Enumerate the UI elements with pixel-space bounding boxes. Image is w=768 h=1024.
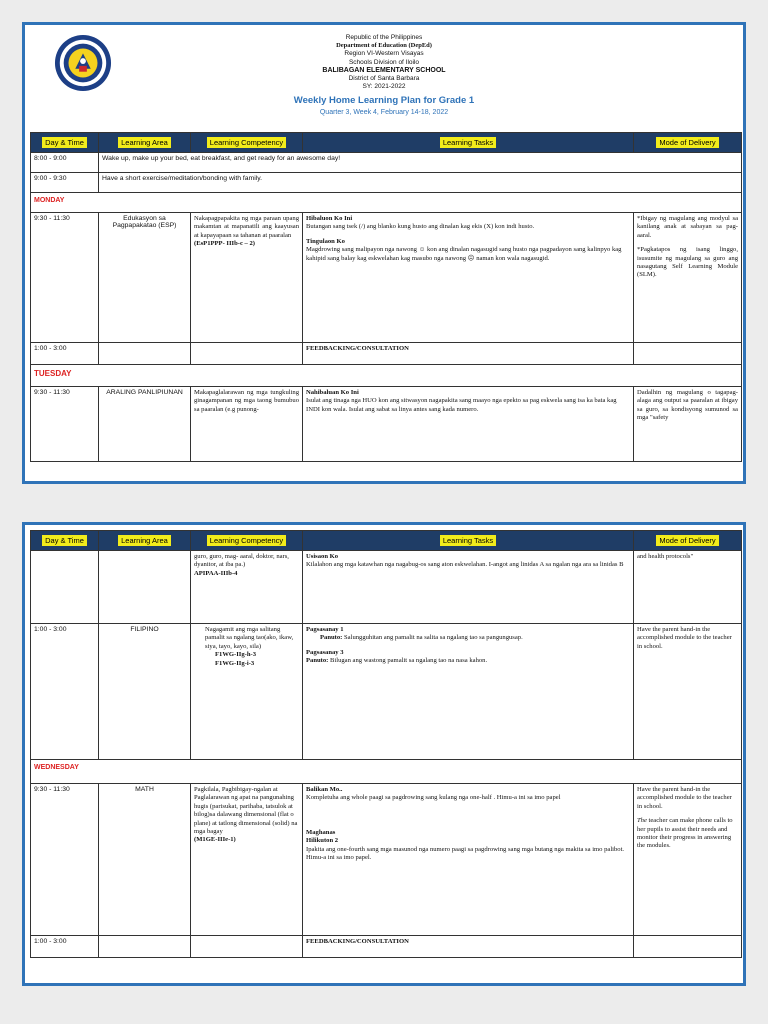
task-title: Pagsasanay 1	[306, 626, 344, 633]
plan-title: Weekly Home Learning Plan for Grade 1	[293, 95, 475, 107]
competency-cell	[191, 624, 303, 760]
page-2	[22, 522, 746, 986]
tasks-cell	[303, 551, 634, 624]
learning-plan-table	[30, 530, 742, 958]
competency-code: (EsP1PPP- IIIb-c – 2)	[194, 240, 255, 248]
tasks-cell	[303, 784, 634, 936]
school-name: BALIBAGAN ELEMENTARY SCHOOL	[322, 66, 446, 74]
school-year: SY: 2021-2022	[362, 83, 406, 91]
task-text: Kilalahon ang mga katawhan nga nagabug-os sang aton eskwelahan. I-angot ang linidas A sa ngalan nga ara sa linidas B	[306, 561, 624, 569]
header-line-2: Department of Education (DepEd)	[336, 42, 432, 50]
day-row-tuesday	[31, 365, 742, 387]
day-label: MONDAY	[31, 193, 742, 213]
time-cell: 1:00 - 3:00	[31, 343, 99, 365]
header-line-1: Republic of the Philippines	[345, 34, 423, 41]
delivery-emphasis: The	[637, 817, 647, 825]
table-row	[31, 173, 742, 193]
task-title: Nahibaluan Ko Ini	[306, 389, 359, 396]
time-cell: 9:30 - 11:30	[31, 213, 99, 343]
col-header-learning-area: Learning Area	[118, 137, 171, 148]
competency-cell	[191, 784, 303, 936]
delivery-cell: Dadalhin ng magulang o tagapag-alaga ang output sa paaralan at ibigay sa guro, sa kondisyong sumunod sa mga "safety	[634, 387, 742, 462]
tasks-cell	[303, 387, 634, 462]
learning-area-cell: ARALING PANLIPIUNAN	[99, 387, 191, 462]
table-row	[31, 784, 742, 936]
empty-cell	[634, 343, 742, 365]
task-title: Tingulaon Ko	[306, 237, 345, 245]
delivery-cell	[634, 213, 742, 343]
task-text: Butangan sang tsek (/) ang blanko kung husto ang dinalan kag ekis (X) kon indi husto.	[306, 223, 535, 231]
delivery-text: *Ibigay ng magulang ang modyul sa kanilang anak at sabayan sa pag-aaral.	[637, 215, 738, 239]
task-text: Isulat ang tinaga nga HUO kon ang sitwasyon nagapakita sang maayo nga epekto sa pag eskwela sang isa ka bata kag INDI kon wala. Isulat ang sabat sa linya antes sang kada numero.	[306, 397, 617, 413]
col-header-learning-tasks: Learning Tasks	[440, 137, 496, 148]
feedback-cell: FEEDBACKING/CONSULTATION	[303, 936, 634, 958]
empty-cell	[634, 936, 742, 958]
table-row	[31, 213, 742, 343]
task-title: Pagsasanay 3	[306, 648, 344, 656]
learning-area-cell: MATH	[99, 784, 191, 936]
page-1	[22, 22, 746, 484]
table-header-row	[31, 531, 742, 551]
delivery-cell: and health protocols"	[634, 551, 742, 624]
delivery-text: *Pagkatapos ng isang linggo, isusumite ng magulang sa guro ang nasagutang Self Learning Module (SLM).	[637, 246, 738, 279]
empty-cell	[99, 551, 191, 624]
table-row	[31, 551, 742, 624]
task-title: Maghanas	[306, 828, 336, 836]
competency-code: F1WG-IIg-h-3	[215, 651, 257, 659]
activity-cell: Have a short exercise/meditation/bonding with family.	[99, 173, 742, 193]
competency-cell	[191, 551, 303, 624]
delivery-cell	[634, 784, 742, 936]
col-header-learning-competency: Learning Competency	[207, 535, 286, 546]
activity-cell: Wake up, make up your bed, eat breakfast, and get ready for an awesome day!	[99, 153, 742, 173]
delivery-text: teacher can make phone calls to her pupils to assist their needs and monitor their progress in answering the modules.	[637, 817, 733, 850]
feedback-cell: FEEDBACKING/CONSULTATION	[303, 343, 634, 365]
header-line-3: Region VI-Western Visayas	[344, 50, 424, 58]
time-cell: 9:30 - 11:30	[31, 387, 99, 462]
task-text: Magdrowing sang malipayon nga nawong ☺ kon ang dinalan nagasugid sang husto nga pagpadayon sang kalinpyo kag kahipid sang balay kag eskwelahan kag masubo nga nawong ☹ naman kon wala nagasugid.	[306, 246, 622, 262]
time-cell: 9:00 - 9:30	[31, 173, 99, 193]
table-row	[31, 387, 742, 462]
learning-area-cell: FILIPINO	[99, 624, 191, 760]
instruction-label: Panuto:	[320, 634, 343, 642]
time-cell: 1:00 - 3:00	[31, 936, 99, 958]
deped-seal-icon	[54, 34, 112, 92]
delivery-text: Have the parent hand-in the accomplished module to the teacher in school.	[637, 786, 732, 810]
delivery-cell: Have the parent hand-in the accomplished module to the teacher in school.	[634, 624, 742, 760]
competency-cell: Makapaglalarawan ng mga tungkuling ginagampanan ng mga taong bumubuo sa paaralan (e.g punong-	[191, 387, 303, 462]
empty-cell	[191, 343, 303, 365]
tasks-cell	[303, 213, 634, 343]
task-title: Hibaluon Ko Ini	[306, 215, 353, 222]
document-header	[30, 30, 738, 132]
table-row	[31, 343, 742, 365]
empty-cell	[191, 936, 303, 958]
learning-plan-table	[30, 132, 742, 462]
time-cell: 9:30 - 11:30	[31, 784, 99, 936]
col-header-mode-of-delivery: Mode of Delivery	[656, 535, 718, 546]
day-label: TUESDAY	[31, 365, 742, 387]
competency-cell	[191, 213, 303, 343]
task-text: Ipakita ang one-fourth sang mga masunod nga numero paagi sa pagdrowing sang mga butang nga makita sa imo palibot. Himu-a ini sa imo papel.	[306, 845, 625, 862]
task-subtitle: Hilikuton 2	[306, 837, 339, 845]
task-text: Bilugan ang wastong pamalit sa ngalang tao na nasa kahon.	[330, 657, 488, 665]
day-row-wednesday	[31, 760, 742, 784]
col-header-learning-tasks: Learning Tasks	[440, 535, 496, 546]
learning-area-cell: Edukasyon sa Pagpapakatao (ESP)	[99, 213, 191, 343]
competency-text: Nakapagpapakita ng mga paraan upang makamtan at mapanatili ang kaayusan at kapayapaan sa tahanan at paaralan	[194, 215, 299, 239]
col-header-learning-area: Learning Area	[118, 535, 171, 546]
header-line-4: Schools Division of Iloilo	[348, 58, 420, 66]
competency-text: Pagkilala, Pagbibigay-ngalan at Paglalarawan ng apat na pangunahing hugis (parisukat, parihaba, tatsulok at bilog)sa dalawang dimensional (flat o plane) at tatlong dimensional (solid) na mga bagay	[194, 786, 298, 836]
table-row	[31, 153, 742, 173]
instruction-label: Panuto:	[306, 657, 329, 665]
time-cell: 1:00 - 3:00	[31, 624, 99, 760]
district: District of Santa Barbara	[348, 75, 420, 83]
time-cell: 8:00 - 9:00	[31, 153, 99, 173]
competency-code: F1WG-IIg-i-3	[215, 659, 255, 667]
task-title: Balikan Mo..	[306, 786, 343, 793]
empty-cell	[99, 343, 191, 365]
col-header-learning-competency: Learning Competency	[207, 137, 286, 148]
day-row-monday	[31, 193, 742, 213]
task-text: Kompletuha ang whole paagi sa pagdrowing sang kulang nga one-half . Himu-a ini sa imo papel	[306, 794, 561, 802]
tasks-cell	[303, 624, 634, 760]
table-row	[31, 936, 742, 958]
col-header-day-time: Day & Time	[42, 137, 87, 148]
col-header-day-time: Day & Time	[42, 535, 87, 546]
empty-cell	[99, 936, 191, 958]
day-label: WEDNESDAY	[31, 760, 742, 784]
task-title: Usisaon Ko	[306, 553, 339, 560]
task-text: Salungguhitan ang pamalit na salita sa ngalang tao sa pangungusap.	[344, 634, 523, 642]
col-header-mode-of-delivery: Mode of Delivery	[656, 137, 718, 148]
table-row	[31, 624, 742, 760]
competency-text: Nagagamit ang mga salitang pamalit sa ngalang tao(ako, ikaw, siya, tayo, kayo, sila)	[205, 626, 294, 650]
competency-code: (M1GE-IIIe-1)	[194, 836, 236, 844]
competency-code: APIPAA-IIIb-4	[194, 569, 238, 577]
competency-text: guro, guro, mag- aaral, doktor, nars, dyanitor, at iba pa.)	[194, 553, 289, 569]
table-header-row	[31, 133, 742, 153]
plan-subtitle: Quarter 3, Week 4, February 14-18, 2022	[319, 109, 449, 117]
empty-cell	[31, 551, 99, 624]
